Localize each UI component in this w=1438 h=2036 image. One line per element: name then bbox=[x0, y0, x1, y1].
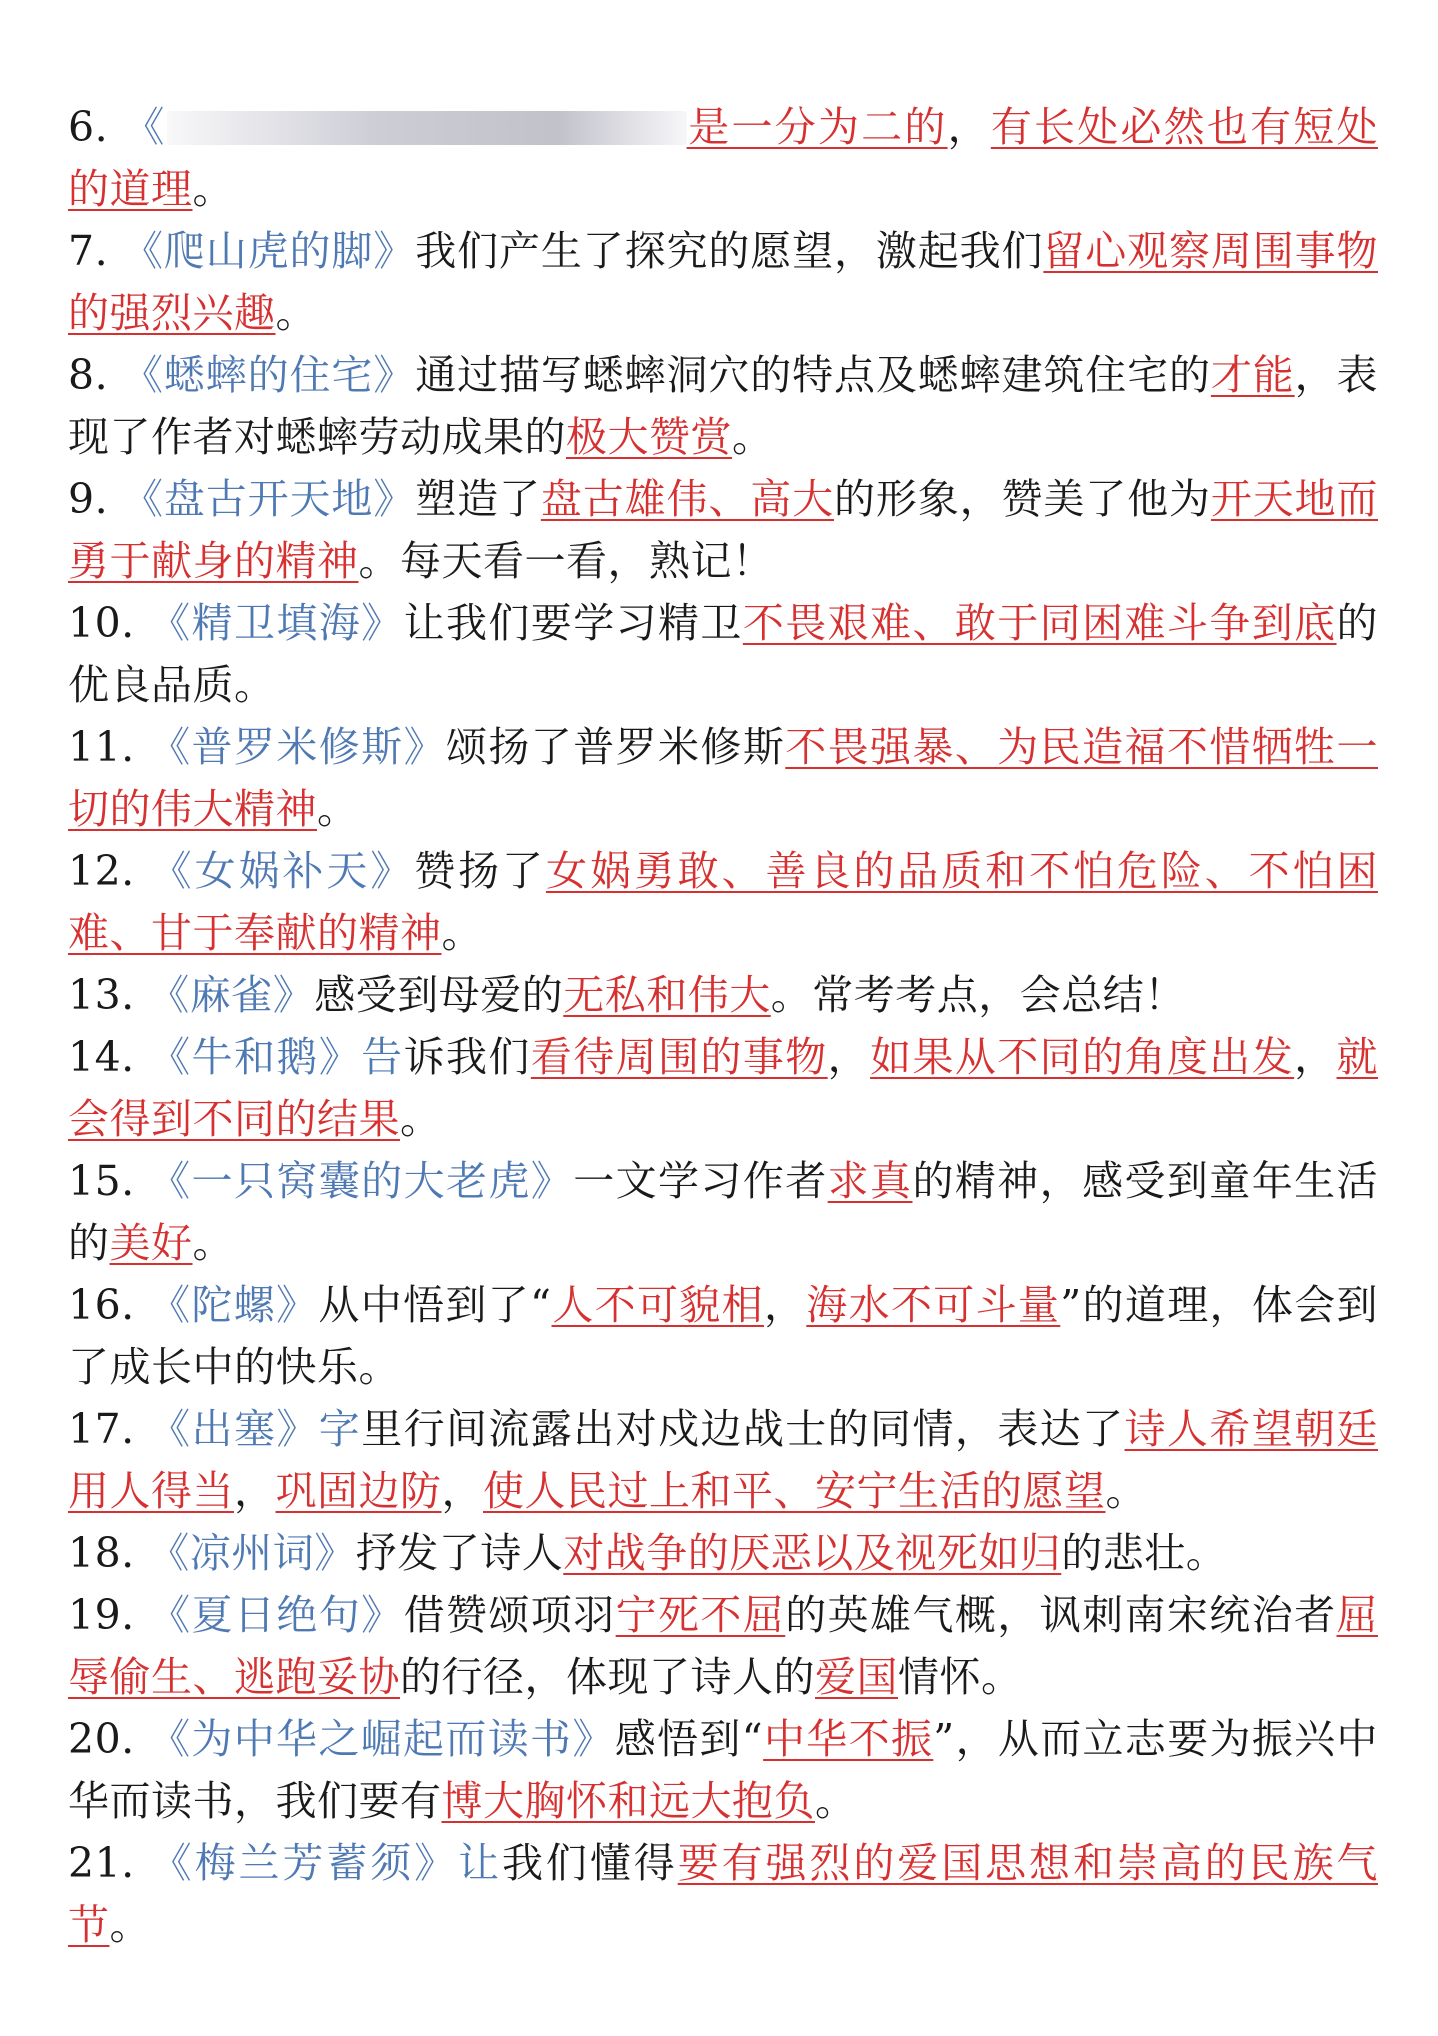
item-number: 7. bbox=[68, 227, 123, 275]
list-item bbox=[68, 716, 1378, 840]
key-phrase: 爱国 bbox=[815, 1653, 898, 1701]
lesson-title: 《为中华之崛起而读书》 bbox=[149, 1715, 615, 1763]
body-text: ，表现了作者对蟋蟀劳动成果的 bbox=[68, 351, 1379, 461]
blurred-region bbox=[167, 111, 687, 145]
lesson-title: 《精卫填海》 bbox=[149, 599, 404, 647]
list-item bbox=[68, 1832, 1378, 1956]
body-text: 借赞颂项羽 bbox=[403, 1591, 616, 1639]
body-text: ， bbox=[1294, 1033, 1337, 1081]
item-number: 9. bbox=[68, 475, 123, 523]
key-phrase: 无私和伟大 bbox=[563, 971, 771, 1019]
key-phrase: 人不可貌相 bbox=[551, 1281, 764, 1329]
body-text: 。 bbox=[441, 909, 483, 957]
list-item bbox=[68, 592, 1378, 716]
lesson-title: 《女娲补天》 bbox=[150, 847, 415, 895]
list-item bbox=[68, 220, 1378, 344]
lesson-title: 《一只窝囊的大老虎》 bbox=[149, 1157, 574, 1205]
lesson-title: 《蟋蟀的住宅》 bbox=[122, 351, 416, 399]
body-text: 塑造了 bbox=[415, 475, 541, 523]
key-phrase: 要有强烈的爱国思想和崇高的民族气节 bbox=[68, 1839, 1378, 1949]
lesson-title: 《出塞》字 bbox=[149, 1405, 362, 1453]
body-text: 颂扬了普罗米修斯 bbox=[446, 723, 786, 771]
item-number: 8. bbox=[68, 351, 123, 399]
key-phrase: 博大胸怀和远大抱负 bbox=[441, 1777, 815, 1825]
body-text: 的优良品质。 bbox=[68, 599, 1379, 709]
item-number: 21. bbox=[68, 1839, 151, 1887]
lesson-title: 《夏日绝句》 bbox=[149, 1591, 404, 1639]
key-phrase: 极大赞赏 bbox=[566, 413, 732, 461]
lesson-title: 《凉州词》 bbox=[148, 1529, 356, 1577]
list-item bbox=[68, 1026, 1378, 1150]
body-text: 。 bbox=[275, 289, 317, 337]
list-item bbox=[68, 964, 1378, 1026]
key-phrase: 才能 bbox=[1210, 351, 1295, 399]
body-text: 诉我们 bbox=[403, 1033, 531, 1081]
key-phrase: 女娲勇敢、善良的品质和不怕危险、不怕困难、甘于奉献的精神 bbox=[68, 847, 1379, 957]
key-phrase: 就会得到不同的结果 bbox=[68, 1033, 1379, 1143]
key-phrase: 盘古雄伟、高大 bbox=[540, 475, 834, 523]
key-phrase: 不畏艰难、敢于同困难斗争到底 bbox=[742, 599, 1337, 647]
lesson-title: 《 bbox=[123, 103, 167, 151]
item-number: 12. bbox=[68, 847, 151, 895]
body-text: 。 bbox=[192, 1219, 234, 1267]
item-number: 18. bbox=[68, 1529, 149, 1577]
body-text: 通过描写蟋蟀洞穴的特点及蟋蟀建筑住宅的 bbox=[415, 351, 1211, 399]
item-number: 14. bbox=[68, 1033, 150, 1081]
body-text: 。 bbox=[400, 1095, 442, 1143]
item-number: 19. bbox=[68, 1591, 150, 1639]
body-text: 抒发了诗人 bbox=[355, 1529, 564, 1577]
body-text: ”，从而立志要为振兴中华而读书，我们要有 bbox=[68, 1715, 1379, 1825]
body-text: 的行径，体现了诗人的 bbox=[400, 1653, 815, 1701]
key-phrase: 求真 bbox=[827, 1157, 913, 1205]
body-text: ”的道理，体会到了成长中的快乐。 bbox=[68, 1281, 1379, 1391]
item-number: 17. bbox=[68, 1405, 150, 1453]
body-text: 。 bbox=[317, 785, 359, 833]
key-phrase: 有长处必然也有短处的道理 bbox=[68, 103, 1379, 213]
key-phrase: 海水不可斗量 bbox=[806, 1281, 1061, 1329]
body-text: 感受到母爱的 bbox=[314, 971, 564, 1019]
list-item bbox=[68, 1522, 1378, 1584]
body-text: 的悲壮。 bbox=[1061, 1529, 1228, 1577]
body-text: ， bbox=[947, 103, 991, 151]
lesson-title: 《爬山虎的脚》 bbox=[122, 227, 416, 275]
lesson-title: 《牛和鹅》告 bbox=[149, 1033, 404, 1081]
list-item bbox=[68, 96, 1378, 220]
item-number: 15. bbox=[68, 1157, 150, 1205]
item-number: 20. bbox=[68, 1715, 150, 1763]
list-item bbox=[68, 1584, 1378, 1708]
body-text: 让我们要学习精卫 bbox=[403, 599, 743, 647]
key-phrase: 留心观察周围事物的强烈兴趣 bbox=[68, 227, 1379, 337]
key-phrase: 如果从不同的角度出发 bbox=[870, 1033, 1295, 1081]
body-text: 。每天看一看，熟记！ bbox=[358, 537, 774, 585]
list-item bbox=[68, 1398, 1378, 1522]
lesson-title: 《陀螺》 bbox=[149, 1281, 319, 1329]
body-text: 的英雄气概，讽刺南宋统治者 bbox=[785, 1591, 1337, 1639]
body-text: 赞扬了 bbox=[414, 847, 546, 895]
body-text: 我们产生了探究的愿望，激起我们 bbox=[415, 227, 1044, 275]
key-phrase: 美好 bbox=[109, 1219, 193, 1267]
key-phrase: 开天地而勇于献身的精神 bbox=[68, 475, 1379, 585]
body-text: 里行间流露出对戍边战士的同情，表达了 bbox=[361, 1405, 1125, 1453]
key-phrase: 巩固边防 bbox=[275, 1467, 442, 1515]
body-text: 从中悟到了“ bbox=[318, 1281, 552, 1329]
list-item bbox=[68, 1274, 1378, 1398]
lesson-title: 《普罗米修斯》 bbox=[149, 723, 446, 771]
item-number: 6. bbox=[68, 103, 124, 151]
item-number: 11. bbox=[68, 723, 150, 771]
lesson-title: 《梅兰芳蓄须》让 bbox=[150, 1839, 503, 1887]
body-text: 。常考考点，会总结！ bbox=[770, 971, 1186, 1019]
key-phrase: 不畏强暴、为民造福不惜牺牲一切的伟大精神 bbox=[68, 723, 1379, 833]
body-text: 。 bbox=[732, 413, 774, 461]
body-text: 情怀。 bbox=[898, 1653, 1023, 1701]
body-text: 。 bbox=[1105, 1467, 1147, 1515]
body-text: 我们懂得 bbox=[502, 1839, 678, 1887]
key-phrase: 诗人希望朝廷用人得当 bbox=[68, 1405, 1379, 1515]
key-phrase: 中华不振 bbox=[763, 1715, 934, 1763]
body-text: ， bbox=[234, 1467, 276, 1515]
list-item bbox=[68, 840, 1378, 964]
key-phrase: 看待周围的事物 bbox=[530, 1033, 828, 1081]
summary-list bbox=[68, 96, 1378, 1956]
list-item bbox=[68, 1708, 1378, 1832]
body-text: 的形象，赞美了他为 bbox=[833, 475, 1211, 523]
item-number: 10. bbox=[68, 599, 150, 647]
body-text: 感悟到“ bbox=[614, 1715, 764, 1763]
lesson-title: 《盘古开天地》 bbox=[122, 475, 416, 523]
item-number: 13. bbox=[68, 971, 149, 1019]
body-text: ， bbox=[763, 1281, 807, 1329]
body-text: 。 bbox=[192, 165, 234, 213]
key-phrase: 宁死不屈 bbox=[615, 1591, 786, 1639]
body-text: 。 bbox=[815, 1777, 857, 1825]
body-text: 一文学习作者 bbox=[573, 1157, 828, 1205]
list-item bbox=[68, 1150, 1378, 1274]
key-phrase: 屈辱偷生、逃跑妥协 bbox=[68, 1591, 1379, 1701]
body-text: 。 bbox=[109, 1901, 151, 1949]
key-phrase: 对战争的厌恶以及视死如归 bbox=[563, 1529, 1062, 1577]
lesson-title: 《麻雀》 bbox=[148, 971, 315, 1019]
list-item bbox=[68, 468, 1378, 592]
item-number: 16. bbox=[68, 1281, 150, 1329]
body-text: ， bbox=[441, 1467, 483, 1515]
key-phrase: 使人民过上和平、安宁生活的愿望 bbox=[483, 1467, 1106, 1515]
key-phrase: 是一分为二的 bbox=[686, 103, 948, 151]
body-text: ， bbox=[827, 1033, 871, 1081]
body-text: 的精神，感受到童年生活的 bbox=[68, 1157, 1379, 1267]
list-item bbox=[68, 344, 1378, 468]
